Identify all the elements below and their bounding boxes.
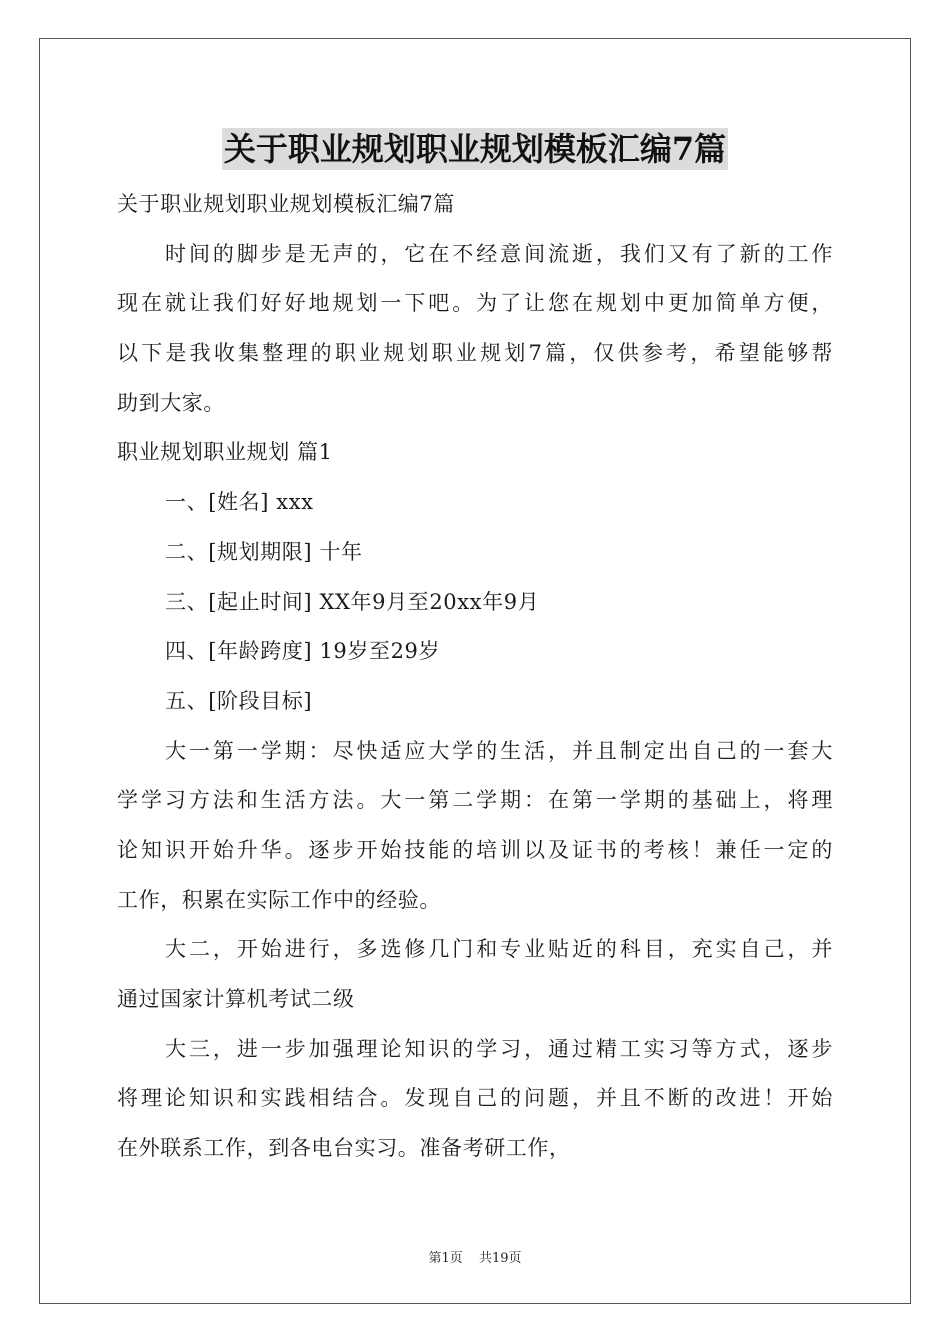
body-line: 现在就让我们好好地规划一下吧。为了让您在规划中更加简单方便， (117, 291, 833, 316)
body-line: 在外联系工作，到各电台实习。准备考研工作， (117, 1136, 571, 1161)
body-line: 学学习方法和生活方法。大一第二学期：在第一学期的基础上，将理 (117, 788, 833, 813)
document-body (117, 180, 833, 1174)
page-number: 第1页 (428, 1251, 463, 1266)
body-line: 关于职业规划职业规划模板汇编7篇 (117, 192, 455, 216)
body-line: 论知识开始升华。逐步开始技能的培训以及证书的考核！兼任一定的 (117, 837, 833, 862)
body-line: 通过国家计算机考试二级 (117, 987, 355, 1011)
body-line: 大三，进一步加强理论知识的学习，通过精工实习等方式，逐步 (165, 1036, 833, 1061)
page-total: 共19页 (478, 1251, 522, 1266)
document-title: 关于职业规划职业规划模板汇编7篇 (223, 130, 727, 168)
body-line: 助到大家。 (117, 390, 225, 415)
body-line: 二、[规划期限] 十年 (165, 539, 363, 564)
body-line: 大一第一学期：尽快适应大学的生活，并且制定出自己的一套大 (165, 738, 833, 763)
body-line: 四、[年龄跨度] 19岁至29岁 (165, 639, 441, 664)
body-line: 一、[姓名] xxx (165, 490, 314, 515)
body-line: 大二，开始进行，多选修几门和专业贴近的科目，充实自己，并 (165, 937, 833, 962)
body-line: 将理论知识和实践相结合。发现自己的问题，并且不断的改进！开始 (117, 1086, 833, 1111)
title-container (0, 128, 950, 170)
body-line: 三、[起止时间] XX年9月至20xx年9月 (165, 589, 540, 614)
body-line: 工作，积累在实际工作中的经验。 (117, 887, 441, 912)
body-line: 五、[阶段目标] (165, 688, 313, 713)
body-line: 以下是我收集整理的职业规划职业规划7篇，仅供参考，希望能够帮 (117, 341, 833, 366)
body-line: 职业规划职业规划 篇1 (117, 440, 333, 465)
body-line: 时间的脚步是无声的，它在不经意间流逝，我们又有了新的工作 (165, 241, 833, 266)
page-footer (0, 1247, 950, 1266)
